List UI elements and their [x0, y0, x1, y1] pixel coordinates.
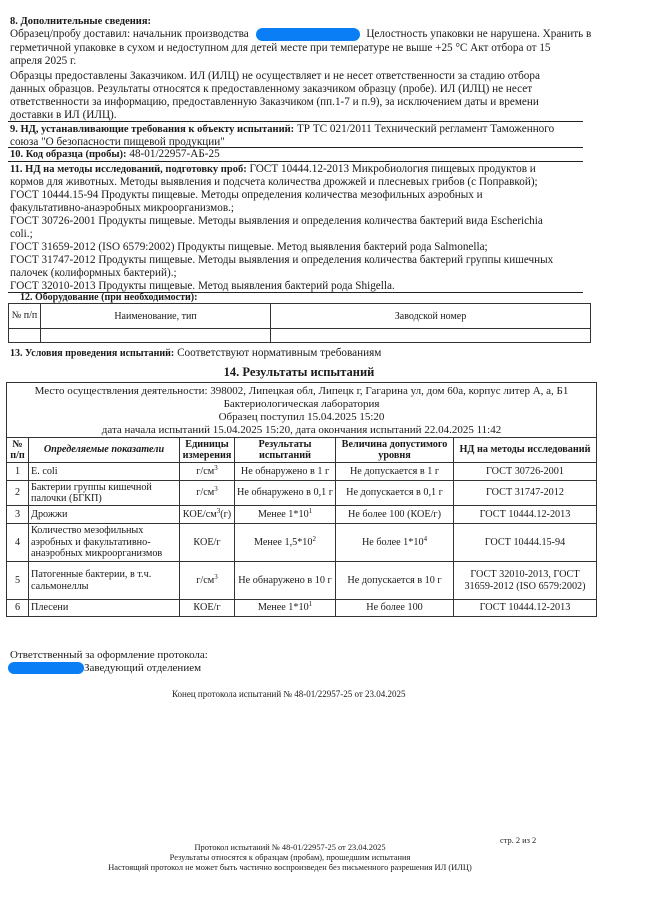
section-8-line-6: ответственности за информацию, предоставленную Заказчиком (пп.1-7 и п.9), за исключением даты и времени [10, 96, 539, 108]
col-result: Результаты испытаний [235, 438, 336, 463]
unit-text: г/см [196, 487, 215, 499]
indicator-name: Бактерии группы кишечной палочки (БГКП) [29, 481, 180, 506]
indicator-name: Количество мезофильных аэробных и факультативно-анаэробных микроорганизмов [29, 524, 180, 562]
result-exponent: 2 [312, 534, 316, 543]
indicator-name: E. coli [29, 463, 180, 481]
limit: Не допускается в 0,1 г [336, 481, 454, 506]
results-info-box [6, 382, 597, 438]
method-line: палочек (колиформных бактерий).; [10, 267, 177, 279]
method-line: ГОСТ 30726-2001 Продукты пищевые. Методы выявления и определения количества бактерий вида Escherichia [10, 215, 543, 227]
indicator-name: Патогенные бактерии, в т.ч. сальмонеллы [29, 562, 180, 600]
limit [336, 524, 454, 562]
unit [180, 463, 235, 481]
col-unit: Единицы измерения [180, 438, 235, 463]
result: Не обнаружено в 0,1 г [235, 481, 336, 506]
method-line: ГОСТ 32010-2013 Продукты пищевые. Метод выявления бактерий рода Shigella. [10, 280, 395, 292]
section-8-line-1 [10, 28, 591, 41]
results-row [7, 481, 597, 506]
responsible-line [8, 662, 201, 675]
method-line: coli.; [10, 228, 33, 240]
row-number: 6 [7, 600, 29, 617]
result [235, 524, 336, 562]
method: ГОСТ 10444.15-94 [454, 524, 597, 562]
method-line: кормов для животных. Методы выявления и подсчета количества дрожжей и плесневых грибов (с Поправкой); [10, 176, 538, 188]
result-text: Менее 1*10 [257, 602, 309, 614]
col-method: НД на методы исследований [454, 438, 597, 463]
section-8-line-5: данных образцов. Результаты относятся к предоставленному заказчиком образцу (пробе). ИЛ (ИЛЦ) не несет [10, 83, 533, 95]
method-line: ГОСТ 31747-2012 Продукты пищевые. Методы выявления и определения количества бактерий группы кишечных [10, 254, 554, 266]
row-number: 1 [7, 463, 29, 481]
section-8-line-4: Образцы предоставлены Заказчиком. ИЛ (ИЛЦ) не осуществляет и не несет ответственности за стадию отбора [10, 70, 540, 82]
section-8-line-3: апреля 2025 г. [10, 55, 77, 67]
cell [9, 329, 41, 343]
section-9-line-2: союза "О безопасности пищевой продукции" [10, 136, 225, 148]
unit [180, 562, 235, 600]
result: Не обнаружено в 10 г [235, 562, 336, 600]
col-serial: Заводской номер [271, 304, 591, 329]
end-of-protocol: Конец протокола испытаний № 48-01/22957-25 от 23.04.2025 [172, 689, 406, 699]
section-8-line-2: герметичной упаковке в сухом и недоступном для детей месте при температуре не выше +25 °C Акт отбора от 15 [10, 42, 551, 54]
footer-reproduction-note: Настоящий протокол не может быть частично воспроизведен без письменного разрешения ИЛ (ИЛЦ) [108, 863, 472, 872]
method: ГОСТ 10444.12-2013 [454, 506, 597, 524]
unit-text: г/см [196, 574, 215, 586]
section-12-title: 12. Оборудование (при необходимости): [20, 292, 198, 303]
result [235, 506, 336, 524]
section-10-title: 10. Код образца (пробы): [10, 149, 127, 160]
sample-code: 48-01/22957-АБ-25 [126, 148, 220, 160]
sample-received: Образец поступил 15.04.2025 15:20 [218, 411, 385, 423]
indicator-name: Дрожжи [29, 506, 180, 524]
row-number: 4 [7, 524, 29, 562]
section-13-title: 13. Условия проведения испытаний: [10, 348, 175, 359]
method-line: ГОСТ 31659-2012 (ISO 6579:2002) Продукты пищевые. Метод выявления бактерий рода Salmonella; [10, 241, 488, 253]
col-limit: Величина допустимого уровня [336, 438, 454, 463]
method: ГОСТ 31747-2012 [454, 481, 597, 506]
footer-results-note: Результаты относятся к образцам (пробам), прошедшим испытания [169, 853, 411, 862]
results-row [7, 562, 597, 600]
results-table [6, 437, 597, 617]
delivered-by-label: Образец/пробу доставил: начальник производства [10, 28, 249, 41]
section-8-line-7: доставки в ИЛ (ИЛЦ). [10, 109, 117, 121]
results-header-row [7, 438, 597, 463]
results-row [7, 524, 597, 562]
unit-exponent: 3 [214, 572, 218, 581]
unit-text: КОЕ/см [182, 508, 217, 520]
section-8-title: 8. Дополнительные сведения: [10, 16, 152, 27]
limit-exponent: 4 [423, 534, 428, 543]
unit-exponent: 3 [216, 506, 221, 515]
unit [180, 481, 235, 506]
section-9-title: 9. НД, устанавливающие требования к объекту испытаний: [10, 124, 295, 135]
page-number: стр. 2 из 2 [500, 836, 537, 845]
method: ГОСТ 32010-2013, ГОСТ 31659-2012 (ISO 6579:2002) [454, 562, 597, 600]
redacted-name [8, 662, 84, 674]
results-row [7, 506, 597, 524]
row-number: 3 [7, 506, 29, 524]
footer-protocol: Протокол испытаний № 48-01/22957-25 от 23.04.2025 [194, 843, 386, 852]
result [235, 600, 336, 617]
results-row [7, 463, 597, 481]
limit-text: Не более 1*10 [361, 536, 424, 548]
method-line: факультативно-анаэробных микроорганизмов.; [10, 202, 235, 214]
unit [180, 506, 235, 524]
unit-exponent: 3 [214, 463, 218, 472]
result-text: Менее 1,5*10 [253, 536, 313, 548]
place-of-activity: Место осуществления деятельности: 398002, Липецкая обл, Липецк г, Гагарина ул, дом 60а, корпус литер А, а, Б1 [34, 385, 569, 397]
limit: Не допускается в 1 г [336, 463, 454, 481]
unit-tail: (г) [220, 508, 232, 520]
unit: КОЕ/г [180, 600, 235, 617]
section-13 [10, 347, 381, 360]
limit: Не допускается в 10 г [336, 562, 454, 600]
col-indicator: Определяемые показатели [29, 438, 180, 463]
method: ГОСТ 30726-2001 [454, 463, 597, 481]
unit-text: г/см [196, 465, 215, 477]
result-text: Менее 1*10 [257, 508, 309, 520]
result: Не обнаружено в 1 г [235, 463, 336, 481]
section-14-title: 14. Результаты испытаний [223, 365, 375, 379]
section-10 [10, 148, 220, 161]
results-row [7, 600, 597, 617]
equipment-row [9, 329, 591, 343]
result-exponent: 1 [308, 600, 313, 609]
section-11-line-1 [10, 163, 536, 176]
row-number: 5 [7, 562, 29, 600]
indicator-name: Плесени [29, 600, 180, 617]
row-number: 2 [7, 481, 29, 506]
divider [8, 161, 583, 162]
unit-exponent: 3 [214, 485, 218, 494]
section-11-title: 11. НД на методы исследований, подготовку проб: [10, 164, 247, 175]
lab-name: Бактериологическая лаборатория [223, 398, 380, 410]
method-text: ГОСТ 10444.12-2013 Микробиология пищевых продуктов и [246, 163, 536, 175]
col-name: Наименование, тип [41, 304, 271, 329]
conditions-value: Соответствуют нормативным требованиям [174, 347, 382, 359]
section-9-line-1 [10, 123, 554, 136]
method: ГОСТ 10444.12-2013 [454, 600, 597, 617]
limit: Не более 100 [336, 600, 454, 617]
cell [41, 329, 271, 343]
redacted-name [256, 28, 360, 41]
col-number: № п/п [9, 304, 41, 329]
unit: КОЕ/г [180, 524, 235, 562]
responsible-label: Ответственный за оформление протокола: [10, 649, 208, 661]
divider [8, 121, 583, 122]
section-9-value: ТР ТС 021/2011 Технический регламент Таможенного [294, 123, 555, 135]
cell [271, 329, 591, 343]
test-dates: дата начала испытаний 15.04.2025 15:20, дата окончания испытаний 22.04.2025 11:42 [101, 424, 502, 436]
result-exponent: 1 [308, 506, 313, 515]
limit: Не более 100 (КОЕ/г) [336, 506, 454, 524]
responsible-position: Заведующий отделением [84, 662, 202, 674]
method-line: ГОСТ 10444.15-94 Продукты пищевые. Методы определения количества мезофильных аэробных и [10, 189, 483, 201]
equipment-table [8, 303, 591, 343]
col-number: № п/п [7, 438, 29, 463]
packaging-note: Целостность упаковки не нарушена. Хранить в [366, 28, 592, 41]
equipment-header-row [9, 304, 591, 329]
